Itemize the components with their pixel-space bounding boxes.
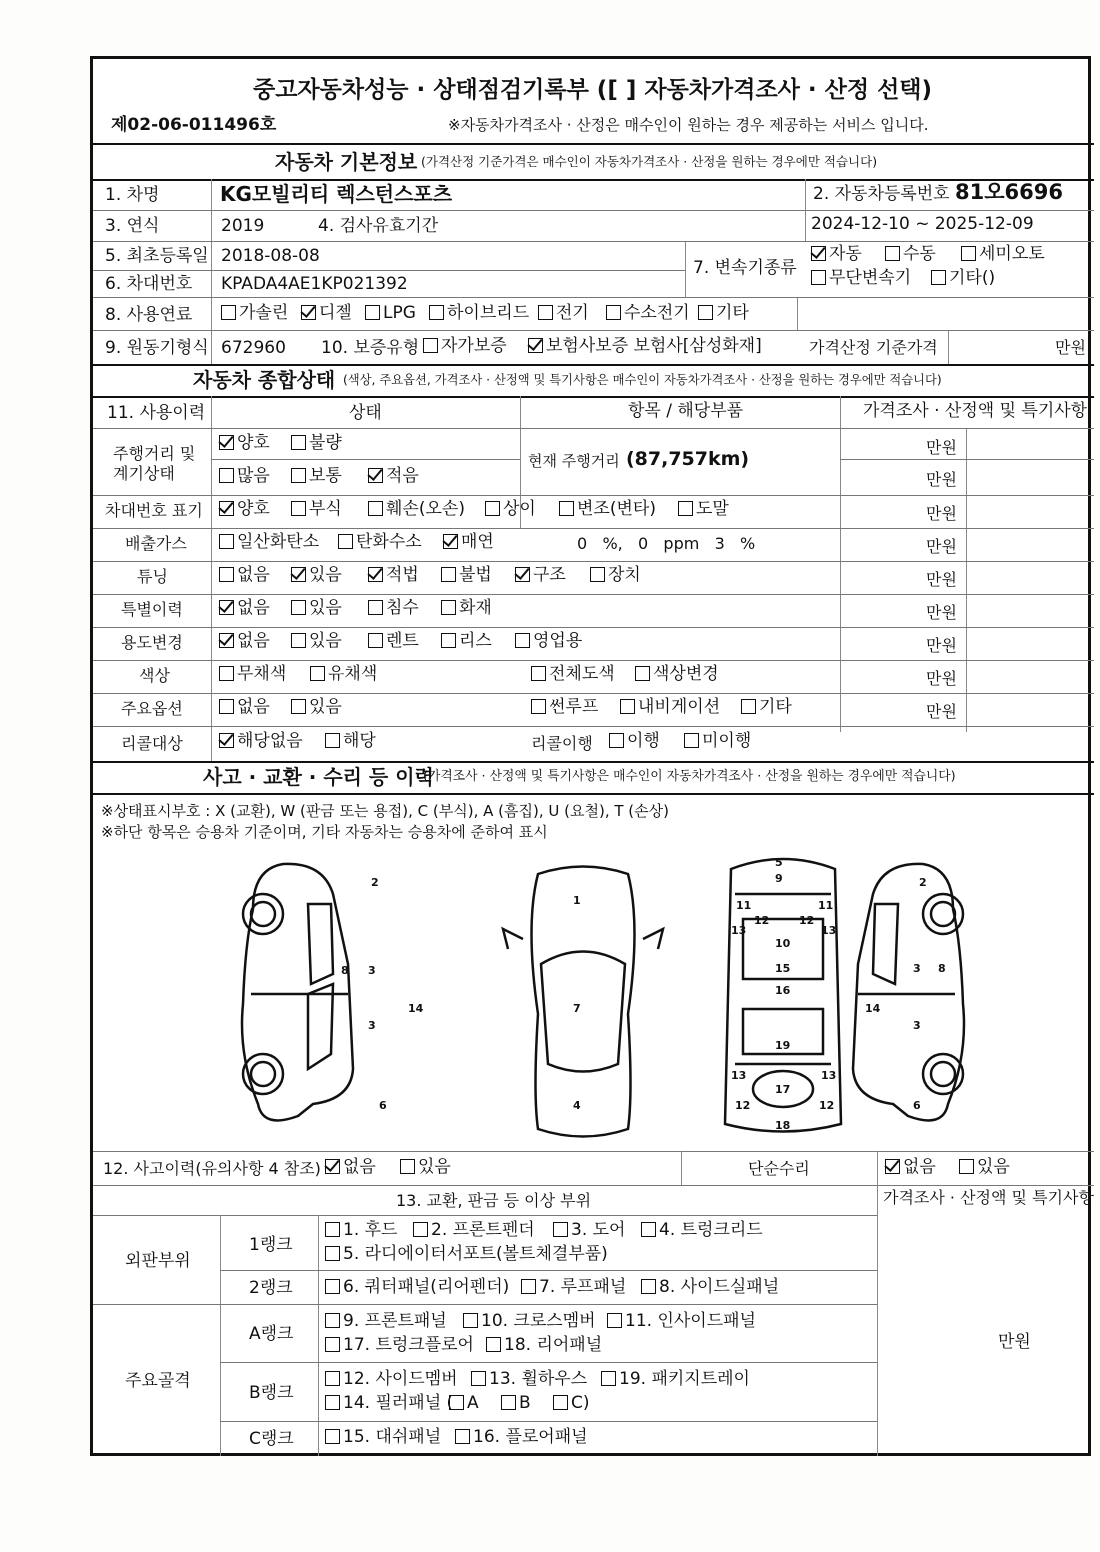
checkbox[interactable] <box>741 699 756 714</box>
usage-change-price: 만원 <box>926 636 957 655</box>
part-door[interactable]: 3. 도어 <box>553 1221 625 1240</box>
tuning-label: 튜닝 <box>137 567 168 586</box>
checkbox[interactable] <box>698 305 713 320</box>
simple-repair-label: 단순수리 <box>748 1159 810 1178</box>
vin-corrosion-option[interactable]: 부식 <box>291 500 342 519</box>
current-mileage-value: (87,757km) <box>626 448 750 470</box>
checkbox[interactable] <box>961 246 976 261</box>
status-header: 자동차 종합상태 <box>193 368 336 392</box>
current-mileage-label: 현재 주행거리 <box>528 452 620 470</box>
diag-label-19: 19 <box>775 1039 791 1052</box>
spec-fire-option[interactable]: 화재 <box>441 599 492 618</box>
fuel-other-option[interactable]: 기타 <box>698 304 749 323</box>
simple-repair-yes-option[interactable]: 있음 <box>959 1158 1010 1177</box>
checkbox[interactable] <box>609 733 624 748</box>
checkbox-checked[interactable] <box>219 733 234 748</box>
part-cross-member[interactable]: 10. 크로스멤버 <box>463 1312 596 1331</box>
part-roof-panel[interactable]: 7. 루프패널 <box>521 1278 626 1297</box>
checkbox[interactable] <box>291 699 306 714</box>
checkbox[interactable] <box>590 567 605 582</box>
outer-panel-label: 외판부위 <box>125 1251 191 1271</box>
opt-navigation-option[interactable]: 내비게이션 <box>620 698 720 717</box>
price-basis-label: 가격산정 기준가격 <box>809 338 938 357</box>
checkbox[interactable] <box>620 699 635 714</box>
diag-label-9: 9 <box>775 872 783 885</box>
diag-label-11b: 11 <box>818 899 834 912</box>
special-history-label: 특별이력 <box>121 600 183 619</box>
part-pillar-panel[interactable]: 14. 필러패널 ( <box>325 1394 453 1413</box>
diag-label-6r: 6 <box>913 1099 921 1112</box>
year-value: 2019 <box>221 216 265 236</box>
part-floor-panel[interactable]: 16. 플로어패널 <box>455 1428 588 1447</box>
diag-label-18: 18 <box>775 1119 791 1132</box>
car-body-diagram <box>223 854 983 1154</box>
part-dash-panel[interactable]: 15. 대쉬패널 <box>325 1428 441 1447</box>
mileage-low-option[interactable]: 적음 <box>368 467 419 486</box>
state-col: 상태 <box>349 403 382 423</box>
parts-header: 13. 교환, 판금 등 이상 부위 <box>396 1191 592 1210</box>
vin-label: 6. 차대번호 <box>105 274 193 294</box>
trans-auto-option[interactable]: 자동 <box>811 245 862 264</box>
tune-structure-option[interactable]: 구조 <box>515 566 566 585</box>
checkbox[interactable] <box>291 633 306 648</box>
first-reg-value: 2018-08-08 <box>221 246 320 266</box>
accident-header-note: (가격조사 · 산정액 및 특기사항은 매수인이 자동차가격조사 · 산정을 원하는 경우에만 적습니다) <box>423 769 956 784</box>
legend-note: ※하단 항목은 승용차 기준이며, 기타 자동차는 승용차에 준하여 표시 <box>101 823 548 841</box>
status-header-note: (색상, 주요옵션, 가격조사 · 산정액 및 특기사항은 매수인이 자동차가격조사 · 산정을 원하는 경우에만 적습니다) <box>343 373 942 387</box>
checkbox[interactable] <box>325 733 340 748</box>
recall-yes-option[interactable]: 해당 <box>325 732 376 751</box>
tune-illegal-option[interactable]: 불법 <box>441 566 492 585</box>
parts-price-header: 가격조사 · 산정액 및 특기사항 <box>883 1188 1094 1207</box>
checkbox[interactable] <box>441 600 456 615</box>
rank-2-label: 2랭크 <box>249 1278 293 1298</box>
tune-device-option[interactable]: 장치 <box>590 566 641 585</box>
checkbox[interactable] <box>310 666 325 681</box>
part-radiator-support[interactable]: 5. 라디에이터서포트(볼트체결부품) <box>325 1245 608 1264</box>
diag-label-13a: 13 <box>731 924 747 937</box>
diag-label-13b: 13 <box>821 924 837 937</box>
checkbox[interactable] <box>684 733 699 748</box>
color-price: 만원 <box>926 669 957 688</box>
checkbox[interactable] <box>553 1395 568 1410</box>
checkbox-checked[interactable] <box>885 1159 900 1174</box>
mileage-bad-option[interactable]: 불량 <box>291 434 342 453</box>
year-label: 3. 연식 <box>105 216 160 236</box>
transmission-label: 7. 변속기종류 <box>693 258 797 278</box>
fuel-hybrid-option[interactable]: 하이브리드 <box>429 304 529 323</box>
part-side-sill-panel[interactable]: 8. 사이드실패널 <box>641 1278 779 1297</box>
checkbox[interactable] <box>538 305 553 320</box>
trans-other-option[interactable]: 기타() <box>931 269 995 288</box>
checkbox[interactable] <box>413 1222 428 1237</box>
diag-label-8: 8 <box>341 964 349 977</box>
diag-label-8r: 8 <box>938 962 946 975</box>
checkbox[interactable] <box>635 666 650 681</box>
fuel-label: 8. 사용연료 <box>105 305 193 325</box>
checkbox-checked[interactable] <box>219 633 234 648</box>
inspection-validity-value: 2024-12-10 ~ 2025-12-09 <box>811 214 1034 234</box>
diag-label-7: 7 <box>573 1002 581 1015</box>
vin-altered-option[interactable]: 변조(변타) <box>559 500 656 519</box>
checkbox[interactable] <box>291 435 306 450</box>
checkbox[interactable] <box>553 1222 568 1237</box>
reg-number-label: 2. 자동차등록번호 <box>813 184 950 204</box>
emis-smoke-option[interactable]: 매연 <box>443 533 494 552</box>
checkbox[interactable] <box>606 305 621 320</box>
recall-notdone-option[interactable]: 미이행 <box>684 732 751 751</box>
part-pillar-b[interactable]: B <box>501 1394 531 1413</box>
mileage-high-option[interactable]: 많음 <box>219 467 270 486</box>
first-reg-label: 5. 최초등록일 <box>105 246 209 266</box>
diag-label-3d: 3 <box>913 1019 921 1032</box>
tune-yes-option[interactable]: 있음 <box>291 566 342 585</box>
accident-header: 사고 · 교환 · 수리 등 이력 <box>203 765 434 789</box>
spec-none-option[interactable]: 없음 <box>219 599 270 618</box>
options-price: 만원 <box>926 702 957 721</box>
diag-label-2r: 2 <box>919 876 927 889</box>
accident-history-label: 12. 사고이력(유의사항 4 참조) <box>103 1159 321 1178</box>
recall-label: 리콜대상 <box>121 734 183 753</box>
diag-label-17: 17 <box>775 1083 791 1096</box>
checkbox[interactable] <box>219 699 234 714</box>
car-name-value: KG모빌리티 렉스턴스포츠 <box>220 182 453 206</box>
part-pillar-c[interactable]: C) <box>553 1394 590 1413</box>
checkbox[interactable] <box>368 633 383 648</box>
diag-label-5: 5 <box>775 856 783 869</box>
checkbox[interactable] <box>463 1313 478 1328</box>
checkbox[interactable] <box>515 633 530 648</box>
diag-label-13d: 13 <box>821 1069 837 1082</box>
checkbox[interactable] <box>291 600 306 615</box>
checkbox[interactable] <box>325 1395 340 1410</box>
vin-marking-label: 차대번호 표기 <box>105 501 203 520</box>
frame-label: 주요골격 <box>125 1371 191 1391</box>
checkbox-checked[interactable] <box>325 1159 340 1174</box>
tuning-price: 만원 <box>926 570 957 589</box>
service-notice: ※자동차가격조사 · 산정은 매수인이 원하는 경우 제공하는 서비스 입니다. <box>448 116 929 134</box>
checkbox[interactable] <box>338 534 353 549</box>
diag-label-3c: 3 <box>913 962 921 975</box>
mileage-label: 주행거리 및 계기상태 <box>113 444 196 483</box>
diag-label-16: 16 <box>775 984 791 997</box>
checkbox[interactable] <box>441 633 456 648</box>
emissions-label: 배출가스 <box>125 534 187 553</box>
spec-flood-option[interactable]: 침수 <box>368 599 419 618</box>
checkbox[interactable] <box>959 1159 974 1174</box>
checkbox[interactable] <box>455 1429 470 1444</box>
checkbox-checked[interactable] <box>219 501 234 516</box>
engine-type-value: 672960 <box>221 338 286 358</box>
rank-1-label: 1랭크 <box>249 1235 293 1255</box>
checkbox[interactable] <box>325 1279 340 1294</box>
color-full-paint-option[interactable]: 전체도색 <box>531 665 615 684</box>
checkbox-checked[interactable] <box>515 567 530 582</box>
inspection-validity-label: 4. 검사유효기간 <box>318 216 439 236</box>
reg-number-value: 81오6696 <box>955 180 1063 204</box>
checkbox[interactable] <box>641 1222 656 1237</box>
diag-label-12b: 12 <box>799 914 815 927</box>
checkbox-checked[interactable] <box>443 534 458 549</box>
mileage-normal-option[interactable]: 보통 <box>291 467 342 486</box>
trans-manual-option[interactable]: 수동 <box>885 245 936 264</box>
diag-label-13c: 13 <box>731 1069 747 1082</box>
checkbox-checked[interactable] <box>368 567 383 582</box>
diag-label-14: 14 <box>408 1002 424 1015</box>
basic-info-note: (가격산정 기준가격은 매수인이 자동차가격조사 · 산정을 원하는 경우에만 적습니다) <box>421 154 878 169</box>
options-label: 주요옵션 <box>121 699 183 718</box>
diag-label-12d: 12 <box>819 1099 835 1112</box>
vin-damaged-option[interactable]: 훼손(오손) <box>368 500 465 519</box>
use-lease-option[interactable]: 리스 <box>441 632 492 651</box>
checkbox[interactable] <box>219 534 234 549</box>
part-inside-panel[interactable]: 11. 인사이드패널 <box>607 1312 756 1331</box>
basic-info-header: 자동차 기본정보 <box>275 150 418 174</box>
checkbox[interactable] <box>485 501 500 516</box>
checkbox[interactable] <box>325 1222 340 1237</box>
checkbox[interactable] <box>429 305 444 320</box>
part-wheel-house[interactable]: 13. 휠하우스 <box>471 1370 587 1389</box>
diag-label-12a: 12 <box>754 914 770 927</box>
diag-label-10: 10 <box>775 937 791 950</box>
emis-co-option[interactable]: 일산화탄소 <box>219 533 319 552</box>
mileage-good-option[interactable]: 양호 <box>219 434 270 453</box>
checkbox[interactable] <box>325 1429 340 1444</box>
checkbox[interactable] <box>423 338 438 353</box>
spec-yes-option[interactable]: 있음 <box>291 599 342 618</box>
checkbox[interactable] <box>400 1159 415 1174</box>
color-change-option[interactable]: 색상변경 <box>635 665 719 684</box>
tune-none-option[interactable]: 없음 <box>219 566 270 585</box>
diag-label-12c: 12 <box>735 1099 751 1112</box>
checkbox[interactable] <box>501 1395 516 1410</box>
recall-done-label: 리콜이행 <box>531 734 593 753</box>
opt-other-option[interactable]: 기타 <box>741 698 792 717</box>
warranty-self-option[interactable]: 자가보증 <box>423 337 507 356</box>
color-label: 색상 <box>139 666 170 685</box>
checkbox[interactable] <box>641 1279 656 1294</box>
usage-change-label: 용도변경 <box>121 633 183 652</box>
diag-label-2: 2 <box>371 876 379 889</box>
part-trunk-floor[interactable]: 17. 트렁크플로어 <box>325 1336 474 1355</box>
opt-none-option[interactable]: 없음 <box>219 698 270 717</box>
checkbox-checked[interactable] <box>219 435 234 450</box>
trans-cvt-option[interactable]: 무단변속기 <box>811 269 911 288</box>
special-price: 만원 <box>926 603 957 622</box>
vin-price: 만원 <box>926 504 957 523</box>
opt-sunroof-option[interactable]: 썬루프 <box>531 698 598 717</box>
tune-legal-option[interactable]: 적법 <box>368 566 419 585</box>
fuel-gasoline-option[interactable]: 가솔린 <box>221 304 288 323</box>
checkbox[interactable] <box>368 600 383 615</box>
part-package-tray[interactable]: 19. 패키지트레이 <box>601 1370 750 1389</box>
checkbox[interactable] <box>291 468 306 483</box>
checkbox[interactable] <box>368 501 383 516</box>
emissions-price: 만원 <box>926 537 957 556</box>
price-special-col: 가격조사 · 산정액 및 특기사항 <box>863 401 1088 421</box>
form-title: 중고자동차성능 · 상태점검기록부 ([ ] 자동차가격조사 · 산정 선택) <box>253 77 933 103</box>
vin-value: KPADA4AE1KP021392 <box>221 274 408 294</box>
mileage-price-2: 만원 <box>926 470 957 489</box>
diag-label-15: 15 <box>775 962 791 975</box>
part-front-fender[interactable]: 2. 프론트펜더 <box>413 1221 535 1240</box>
checkbox[interactable] <box>678 501 693 516</box>
checkbox-checked[interactable] <box>368 468 383 483</box>
checkbox[interactable] <box>601 1371 616 1386</box>
part-front-panel[interactable]: 9. 프론트패널 <box>325 1312 447 1331</box>
color-chromatic-option[interactable]: 유채색 <box>310 665 377 684</box>
mileage-price-1: 만원 <box>926 438 957 457</box>
price-basis-unit: 만원 <box>1055 338 1086 357</box>
checkbox[interactable] <box>219 468 234 483</box>
accident-none-option[interactable]: 없음 <box>325 1158 376 1177</box>
checkbox[interactable] <box>325 1246 340 1261</box>
recall-done-option[interactable]: 이행 <box>609 732 660 751</box>
part-pillar-a[interactable]: A <box>449 1394 479 1413</box>
vin-painted-option[interactable]: 도말 <box>678 500 729 519</box>
checkbox[interactable] <box>221 305 236 320</box>
checkbox[interactable] <box>449 1395 464 1410</box>
checkbox[interactable] <box>885 246 900 261</box>
car-name-label: 1. 차명 <box>105 185 160 205</box>
checkbox-checked[interactable] <box>219 600 234 615</box>
diag-label-6: 6 <box>379 1099 387 1112</box>
checkbox[interactable] <box>325 1313 340 1328</box>
checkbox[interactable] <box>811 270 826 285</box>
part-hood[interactable]: 1. 후드 <box>325 1221 397 1240</box>
diag-label-11a: 11 <box>736 899 752 912</box>
color-achromatic-option[interactable]: 무채색 <box>219 665 286 684</box>
use-yes-option[interactable]: 있음 <box>291 632 342 651</box>
use-commercial-option[interactable]: 영업용 <box>515 632 582 651</box>
legend-symbols: ※상태표시부호 : X (교환), W (판금 또는 용접), C (부식), A (흠집), U (요철), T (손상) <box>101 802 669 820</box>
diag-label-3a: 3 <box>368 964 376 977</box>
rank-a-label: A랭크 <box>249 1324 294 1344</box>
checkbox[interactable] <box>219 666 234 681</box>
checkbox[interactable] <box>471 1371 486 1386</box>
rank-c-label: C랭크 <box>249 1429 294 1449</box>
opt-yes-option[interactable]: 있음 <box>291 698 342 717</box>
checkbox[interactable] <box>931 270 946 285</box>
item-col: 항목 / 해당부품 <box>628 401 744 421</box>
accident-yes-option[interactable]: 있음 <box>400 1158 451 1177</box>
inspection-form <box>90 56 1094 1456</box>
diag-label-3b: 3 <box>368 1019 376 1032</box>
diag-label-14r: 14 <box>865 1002 881 1015</box>
checkbox[interactable] <box>559 501 574 516</box>
checkbox-checked[interactable] <box>291 567 306 582</box>
checkbox[interactable] <box>219 567 234 582</box>
document-number: 제02-06-011496호 <box>111 115 277 135</box>
recall-none-option[interactable]: 해당없음 <box>219 732 303 751</box>
rank-b-label: B랭크 <box>249 1383 294 1403</box>
checkbox[interactable] <box>291 501 306 516</box>
part-trunk-lid[interactable]: 4. 트렁크리드 <box>641 1221 763 1240</box>
fuel-electric-option[interactable]: 전기 <box>538 304 589 323</box>
checkbox[interactable] <box>531 699 546 714</box>
fuel-hydrogen-option[interactable]: 수소전기 <box>606 304 690 323</box>
part-side-member[interactable]: 12. 사이드멤버 <box>325 1370 458 1389</box>
vin-good-option[interactable]: 양호 <box>219 500 270 519</box>
diag-label-4: 4 <box>573 1099 581 1112</box>
use-rent-option[interactable]: 렌트 <box>368 632 419 651</box>
checkbox[interactable] <box>325 1337 340 1352</box>
emissions-values: 0 %, 0 ppm 3 % <box>577 534 756 553</box>
checkbox[interactable] <box>521 1279 536 1294</box>
fuel-diesel-option[interactable]: 디젤 <box>301 304 352 323</box>
checkbox[interactable] <box>531 666 546 681</box>
fuel-lpg-option[interactable]: LPG <box>365 304 416 323</box>
use-none-option[interactable]: 없음 <box>219 632 270 651</box>
checkbox[interactable] <box>607 1313 622 1328</box>
warranty-insurer-option[interactable]: 보험사보증 보험사[삼성화재] <box>528 337 762 356</box>
checkbox[interactable] <box>486 1337 501 1352</box>
part-rear-panel[interactable]: 18. 리어패널 <box>486 1336 602 1355</box>
checkbox[interactable] <box>365 305 380 320</box>
checkbox[interactable] <box>441 567 456 582</box>
checkbox[interactable] <box>325 1371 340 1386</box>
parts-price: 만원 <box>998 1332 1031 1352</box>
usage-history-col: 11. 사용이력 <box>107 403 206 423</box>
simple-repair-none-option[interactable]: 없음 <box>885 1158 936 1177</box>
checkbox-checked[interactable] <box>528 338 543 353</box>
diag-label-1: 1 <box>573 894 581 907</box>
part-quarter-panel[interactable]: 6. 쿼터패널(리어펜더) <box>325 1278 509 1297</box>
engine-type-label: 9. 원동기형식 <box>105 338 209 358</box>
vin-mismatch-option[interactable]: 상이 <box>485 500 536 519</box>
warranty-label: 10. 보증유형 <box>321 338 420 358</box>
checkbox-checked[interactable] <box>301 305 316 320</box>
checkbox-checked[interactable] <box>811 246 826 261</box>
trans-semiauto-option[interactable]: 세미오토 <box>961 245 1045 264</box>
emis-hc-option[interactable]: 탄화수소 <box>338 533 422 552</box>
